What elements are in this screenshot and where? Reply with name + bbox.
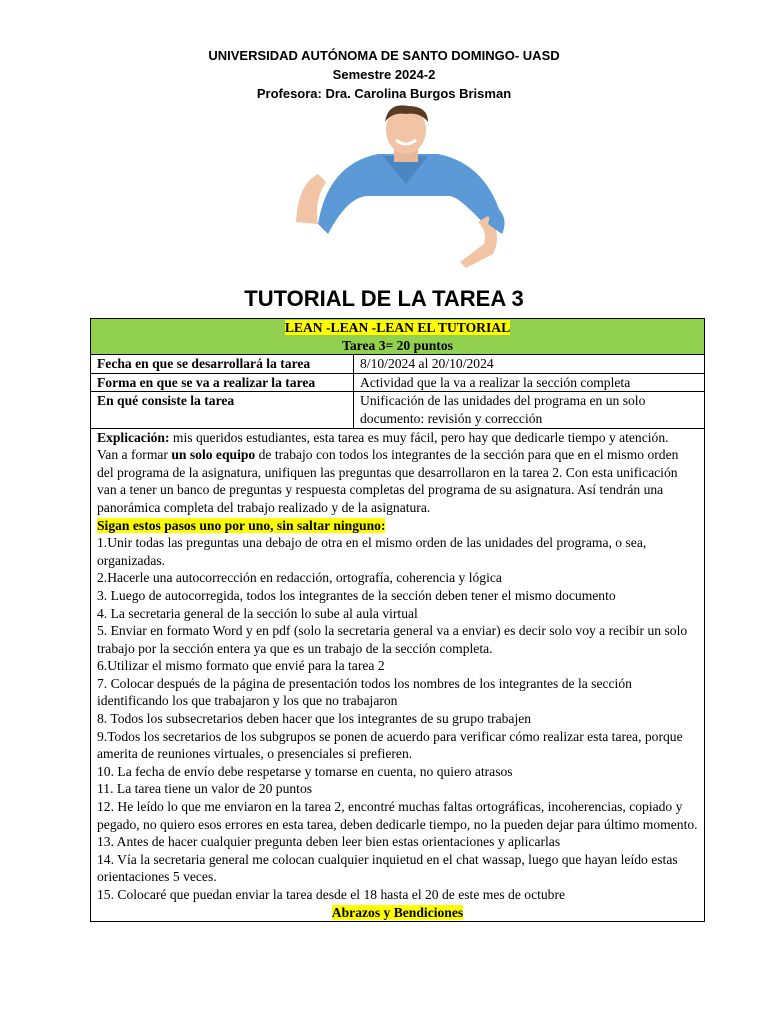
table-heading <box>91 319 705 355</box>
step-item: 2.Hacerle una autocorrección en redacción, ortografía, coherencia y lógica <box>97 570 502 586</box>
page-title: TUTORIAL DE LA TAREA 3 <box>244 286 524 311</box>
row-value: Actividad que la va a realizar la sección completa <box>354 373 705 392</box>
man-pointing-image <box>288 104 524 282</box>
team-paragraph <box>97 446 698 516</box>
explanation-cell <box>91 428 705 922</box>
table-row <box>91 355 705 374</box>
team-text-a: Van a formar <box>97 447 172 463</box>
row-label: Fecha en que se desarrollará la tarea <box>91 355 354 374</box>
step-item: 15. Colocaré que puedan enviar la tarea desde el 18 hasta el 20 de este mes de octubre <box>97 887 566 902</box>
table-row <box>91 373 705 392</box>
row-value: Unificación de las unidades del programa en un solo documento: revisión y corrección <box>354 392 705 428</box>
step-item: 5. Enviar en formato Word y en pdf (solo la secretaria general va a enviar) es decir solo voy a recibir un solo trabajo por la sección entera ya que es un trabajo de la sección completa. <box>97 623 688 656</box>
professor: Profesora: Dra. Carolina Burgos Brisman <box>256 86 512 101</box>
heading-tutorial: LEAN -LEAN -LEAN EL TUTORIAL <box>284 320 511 335</box>
row-value: 8/10/2024 al 20/10/2024 <box>354 355 705 374</box>
closing-line <box>97 904 698 922</box>
explanation-text: mis queridos estudiantes, esta tarea es muy fácil, pero hay que dedicarle tiempo y atención. <box>169 429 669 445</box>
row-label: Forma en que se va a realizar la tarea <box>91 373 354 392</box>
step-item: 11. La tarea tiene un valor de 20 puntos <box>97 781 313 797</box>
university-name: UNIVERSIDAD AUTÓNOMA DE SANTO DOMINGO- UASD <box>208 48 560 63</box>
step-item: 8. Todos los subsecretarios deben hacer que los integrantes de su grupo trabajen <box>97 711 532 727</box>
table-row <box>91 392 705 428</box>
row-label: En qué consiste la tarea <box>91 392 354 428</box>
step-item: 3. Luego de autocorregida, todos los integrantes de la sección deben tener el mismo documento <box>97 587 616 603</box>
team-text-c: de trabajo con todos los integrantes de la sección para que en el mismo orden del programa de la asignatura, unifiquen las preguntas que desarrollaron en la tarea 2. Con esta unificación van a tener un banco de preguntas y respuesta completas del programa de su asignatura. Así tendrán una panorámica completa del trabajo realizado y de la asignatura. <box>97 447 679 515</box>
step-item: 4. La secretaria general de la sección lo sube al aula virtual <box>97 605 418 621</box>
semester: Semestre 2024-2 <box>332 67 436 82</box>
steps-heading <box>97 517 698 535</box>
explanation-label: Explicación: <box>97 429 170 445</box>
step-item: 10. La fecha de envío debe respetarse y tomarse en cuenta, no quiero atrasos <box>97 763 513 779</box>
step-item: 6.Utilizar el mismo formato que envié para la tarea 2 <box>97 658 385 674</box>
task-table <box>90 318 705 922</box>
team-text-bold: un solo equipo <box>171 447 256 463</box>
step-item: 14. Vía la secretaria general me colocan cualquier inquietud en el chat wassap, luego que hayan leído estas orientaciones 5 veces. <box>97 851 678 885</box>
steps-heading-text: Sigan estos pasos uno por uno, sin saltar ninguno: <box>97 517 386 533</box>
heading-points: Tarea 3= 20 puntos <box>342 337 453 353</box>
explanation-paragraph <box>97 429 698 447</box>
step-item: 7. Colocar después de la página de presentación todos los nombres de los integrantes de la sección identificando los que trabajaron y los que no trabajaron <box>97 675 632 709</box>
document-header <box>0 46 768 103</box>
step-item: 1.Unir todas las preguntas una debajo de otra en el mismo orden de las unidades del programa, o sea, organizadas. <box>97 535 647 568</box>
step-item: 13. Antes de hacer cualquier pregunta deben leer bien estas orientaciones y aplicarlas <box>97 834 561 850</box>
step-item: 12. He leído lo que me enviaron en la tarea 2, encontré muchas faltas ortográficas, incoherencias, copiado y pegado, no quiero esos errores en esta tarea, deben dedicarle tiempo, no la pueden dejar para último momento. <box>97 799 698 832</box>
closing-text: Abrazos y Bendiciones <box>331 904 464 920</box>
step-item: 9.Todos los secretarios de los subgrupos se ponen de acuerdo para verificar cómo realizar esta tarea, porque amerita de reuniones virtuales, o presenciales si prefieren. <box>97 728 683 762</box>
